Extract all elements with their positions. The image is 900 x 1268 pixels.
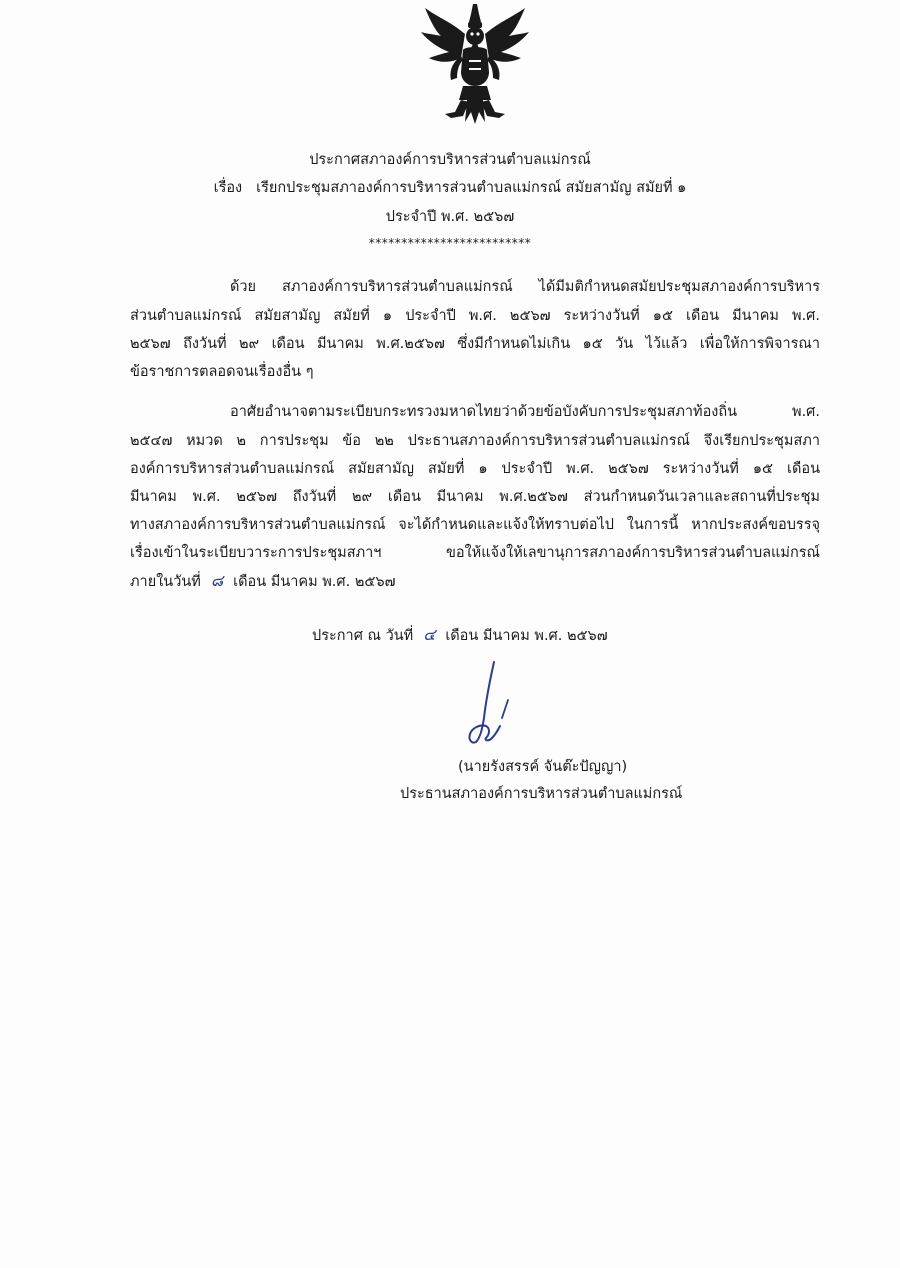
paragraph-line: เรื่องเข้าในระเบียบวาระการประชุมสภาฯ ขอให้แจ้งให้เลขานุการสภาองค์การบริหารส่วนตำบลแม่กรณ์: [130, 545, 820, 561]
announcement-date: [312, 625, 608, 646]
paragraph-line: ข้อราชการตลอดจนเรื่องอื่น ๆ: [130, 364, 314, 380]
paragraph-last-line: [130, 571, 395, 591]
handwritten-signature: [450, 660, 530, 750]
paragraph-line: องค์การบริหารส่วนตำบลแม่กรณ์ สมัยสามัญ สมัยที่ ๑ ประจำปี พ.ศ. ๒๕๖๗ ระหว่างวันที่ ๑๕ เดือน: [130, 461, 820, 477]
paragraph-line: อาศัยอำนาจตามระเบียบกระทรวงมหาดไทยว่าด้วยข้อบังคับการประชุมสภาท้องถิ่น พ.ศ.: [230, 404, 820, 420]
announce-suffix: เดือน มีนาคม พ.ศ. ๒๕๖๗: [445, 628, 608, 644]
separator-stars: *************************: [368, 236, 532, 250]
subject-text: เรียกประชุมสภาองค์การบริหารส่วนตำบลแม่กรณ์ สมัยสามัญ สมัยที่ ๑: [256, 180, 687, 196]
fiscal-year-line: ประจำปี พ.ศ. ๒๕๖๗: [385, 209, 515, 225]
paragraph-line: ส่วนตำบลแม่กรณ์ สมัยสามัญ สมัยที่ ๑ ประจำปี พ.ศ. ๒๕๖๗ ระหว่างวันที่ ๑๕ เดือน มีนาคม พ.ศ.: [130, 308, 820, 324]
garuda-emblem: [415, 0, 535, 128]
announcement-title: ประกาศสภาองค์การบริหารส่วนตำบลแม่กรณ์: [309, 152, 591, 168]
announce-prefix: ประกาศ ณ วันที่: [312, 628, 414, 644]
handwritten-announce-day: ๔: [423, 625, 436, 644]
deadline-suffix: เดือน มีนาคม พ.ศ. ๒๕๖๗: [233, 574, 396, 590]
paragraph-line: มีนาคม พ.ศ. ๒๕๖๗ ถึงวันที่ ๒๙ เดือน มีนาคม พ.ศ.๒๕๖๗ ส่วนกำหนดวันเวลาและสถานที่ประชุม: [130, 489, 820, 505]
handwritten-deadline-day: ๘: [210, 571, 224, 590]
signer-name: (นายรังสรรค์ จันต๊ะปัญญา): [458, 759, 628, 775]
subject-label: เรื่อง: [213, 180, 243, 196]
signer-position: ประธานสภาองค์การบริหารส่วนตำบลแม่กรณ์: [400, 786, 683, 802]
paragraph-line: ๒๕๖๗ ถึงวันที่ ๒๙ เดือน มีนาคม พ.ศ.๒๕๖๗ ซึ่งมีกำหนดไม่เกิน ๑๕ วัน ไว้แล้ว เพื่อให้การพิจารณา: [130, 336, 820, 352]
paragraph-line: ทางสภาองค์การบริหารส่วนตำบลแม่กรณ์ จะได้กำหนดและแจ้งให้ทราบต่อไป ในการนี้ หากประสงค์ขอบรรจุ: [130, 517, 820, 533]
deadline-prefix: ภายในวันที่: [130, 574, 201, 590]
subject-line: [0, 178, 900, 198]
paragraph-line: ๒๕๔๗ หมวด ๒ การประชุม ข้อ ๒๒ ประธานสภาองค์การบริหารส่วนตำบลแม่กรณ์ จึงเรียกประชุมสภา: [130, 433, 820, 449]
paragraph-line: ด้วย สภาองค์การบริหารส่วนตำบลแม่กรณ์ ได้มีมติกำหนดสมัยประชุมสภาองค์การบริหาร: [230, 279, 820, 295]
